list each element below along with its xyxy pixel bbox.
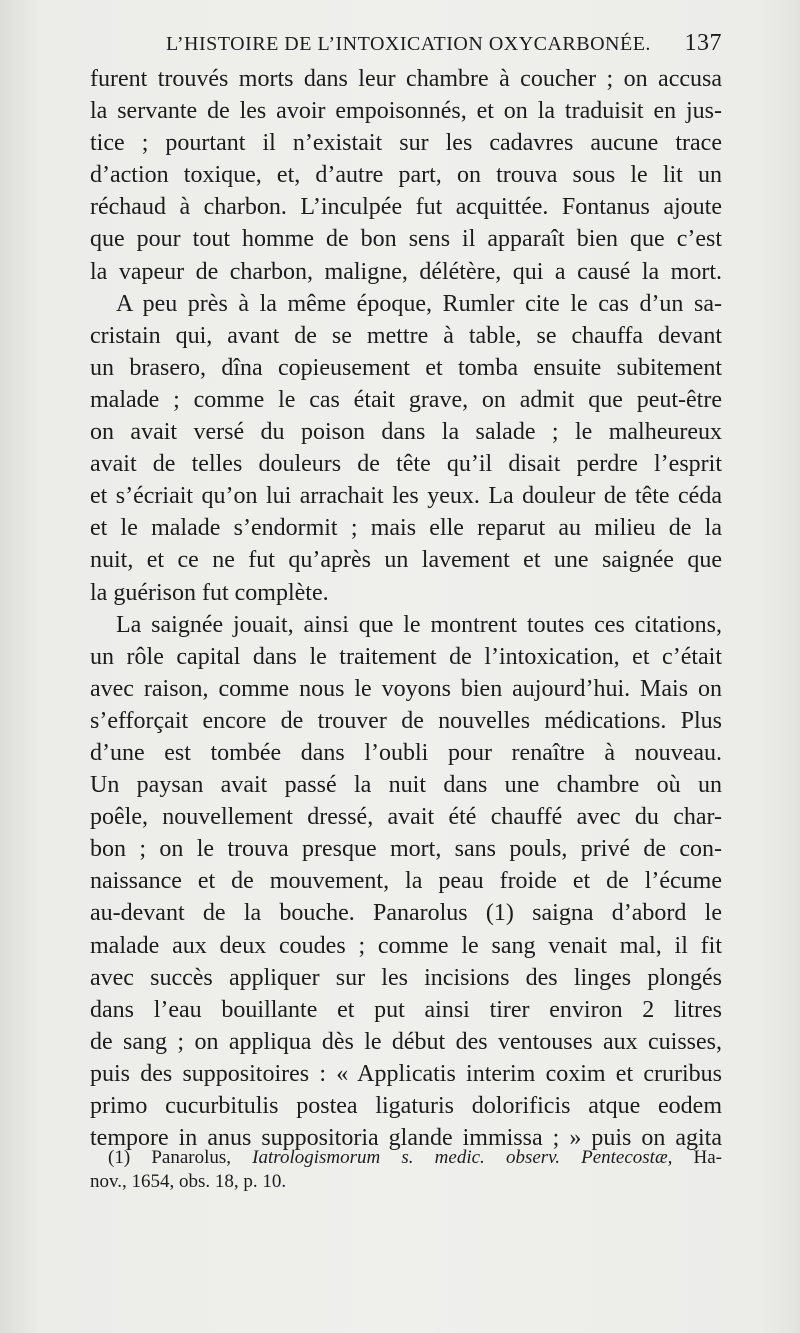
footnote-line: [90, 1146, 722, 1170]
page-number: 137: [684, 30, 722, 56]
text-line: la guérison fut complète.: [90, 579, 329, 606]
text-line: nuit, et ce ne fut qu’après un lavement et une saignée que: [90, 547, 722, 574]
body-text: [90, 63, 722, 1154]
text-line: avec raison, comme nous le voyons bien aujourd’hui. Mais on: [90, 675, 722, 702]
text-line: la vapeur de charbon, maligne, délétère, qui a causé la mort.: [90, 258, 722, 285]
text-line: naissance et de mouvement, la peau froide et de l’écume: [90, 868, 722, 895]
footnote-marker: (1): [108, 1147, 131, 1168]
footnote-line: nov., 1654, obs. 18, p. 10.: [90, 1171, 287, 1192]
text-line: primo cucurbitulis postea ligaturis dolorificis atque eodem: [90, 1093, 722, 1119]
text-line: tempore in anus suppositoria glande immissa ; » puis on agita: [90, 1125, 722, 1152]
text-line: s’efforçait encore de trouver de nouvelles médications. Plus: [90, 707, 722, 734]
text-line: malade aux deux coudes ; comme le sang venait mal, il fit: [90, 932, 722, 959]
text-line: la servante de les avoir empoisonnés, et on la traduisit en jus-: [90, 98, 722, 125]
text-line: que pour tout homme de bon sens il apparaît bien que c’est: [90, 226, 722, 253]
text-line: et le malade s’endormit ; mais elle reparut au milieu de la: [90, 515, 722, 542]
text-line: et s’écriait qu’on lui arrachait les yeux. La douleur de tête céda: [90, 483, 722, 510]
footnote-title: Iatrologismorum s. medic. observ. Pentecostæ,: [252, 1147, 673, 1168]
text-line: avec succès appliquer sur les incisions des linges plongés: [90, 964, 722, 991]
text-line: bon ; on le trouva presque mort, sans pouls, privé de con-: [90, 836, 722, 863]
text-line: Un paysan avait passé la nuit dans une chambre où un: [90, 772, 722, 799]
text-line: tice ; pourtant il n’existait sur les cadavres aucune trace: [90, 130, 722, 157]
text-line: on avait versé du poison dans la salade ; le malheureux: [90, 419, 722, 446]
text-line: poêle, nouvellement dressé, avait été chauffé avec du char-: [90, 804, 722, 831]
page-header: [92, 30, 722, 62]
text-line: au-devant de la bouche. Panarolus (1) saigna d’abord le: [90, 900, 722, 927]
text-line: avait de telles douleurs de tête qu’il disait perdre l’esprit: [90, 451, 722, 478]
text-line: puis des suppositoires : « Applicatis interim coxim et cruribus: [90, 1060, 722, 1087]
text-line: de sang ; on appliqua dès le début des ventouses aux cuisses,: [90, 1028, 722, 1055]
text-line: dans l’eau bouillante et put ainsi tirer environ 2 litres: [90, 996, 722, 1023]
text-line: furent trouvés morts dans leur chambre à coucher ; on accusa: [90, 66, 722, 92]
footnote-place-start: Ha-: [693, 1147, 723, 1168]
text-line: d’une est tombée dans l’oubli pour renaître à nouveau.: [90, 739, 722, 766]
text-line: un brasero, dîna copieusement et tomba ensuite subitement: [90, 354, 722, 381]
text-line: un rôle capital dans le traitement de l’intoxication, et c’était: [90, 643, 722, 670]
text-line: cristain qui, avant de se mettre à table, se chauffa devant: [90, 322, 722, 349]
footnote: [90, 1146, 722, 1194]
text-line: La saignée jouait, ainsi que le montrent toutes ces citations,: [116, 611, 722, 638]
running-title: L’HISTOIRE DE L’INTOXICATION OXYCARBONÉE.: [166, 33, 651, 55]
footnote-author: Panarolus,: [151, 1147, 231, 1168]
text-line: A peu près à la même époque, Rumler cite le cas d’un sa-: [116, 290, 722, 317]
text-line: malade ; comme le cas était grave, on admit que peut-être: [90, 386, 722, 413]
text-line: d’action toxique, et, d’autre part, on trouva sous le lit un: [90, 162, 722, 189]
text-line: réchaud à charbon. L’inculpée fut acquittée. Fontanus ajoute: [90, 194, 722, 221]
